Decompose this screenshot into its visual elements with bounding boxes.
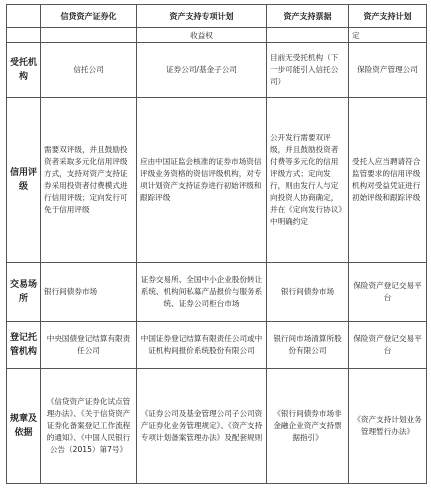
sub-header-col4: 定 [349,28,427,43]
header-credit-securitization: 信贷资产证券化 [41,5,137,28]
table-cell: 需要双评级，并且鼓励投资者采取多元化信用评级方式，支持对资产支持证券采用投资者付费模式进行信用评级；定向发行可免于信用评级 [41,98,137,263]
table-cell: 银行间市场清算所股份有限公司 [267,322,349,369]
table-cell: 银行间债券市场 [267,263,349,322]
table-cell: 中央国债登记结算有限责任公司 [41,322,137,369]
table-row-venue [7,263,427,322]
table-row-regulations [7,369,427,484]
table-cell: 保险资产登记交易平台 [349,322,427,369]
row-label: 登记托管机构 [7,322,41,369]
table-row-rating [7,98,427,263]
table-cell: 保险资产管理公司 [349,43,427,98]
header-asset-backed-notes: 资产支持票据 [267,5,349,28]
table-cell: 证券交易所、全国中小企业股份转让系统、机构间私募产品报价与服务系统、证券公司柜台市场 [137,263,267,322]
header-row [7,5,427,28]
header-corner [7,5,41,28]
sub-header-row [7,28,427,43]
table-cell: 《证券公司及基金管理公司子公司资产证券化业务管理规定》、《资产支持专项计划备案管理办法》及配套规则 [137,369,267,484]
table-cell: 保险资产登记交易平台 [349,263,427,322]
row-label: 信用评级 [7,98,41,263]
sub-header-col2: 收益权 [137,28,267,43]
table-cell: 受托人应当聘请符合监管要求的信用评级机构对受益凭证进行初始评级和跟踪评级 [349,98,427,263]
table-row-trustee [7,43,427,98]
table-cell: 证券公司/基金子公司 [137,43,267,98]
table-cell: 《银行间债券市场非金融企业资产支持票据指引》 [267,369,349,484]
table-cell: 目前无受托机构（下一步可能引入信托公司） [267,43,349,98]
header-special-plan: 资产支持专项计划 [137,5,267,28]
table-cell: 公开发行需要双评级，并且鼓励投资者付费等多元化的信用评级方式；定向发行，则由发行人与定向投资人协商确定，并在《定向发行协议》中明确约定 [267,98,349,263]
table-cell: 银行间债券市场 [41,263,137,322]
table-cell: 中国证券登记结算有限责任公司或中证机构间报价系统股份有限公司 [137,322,267,369]
table-cell: 信托公司 [41,43,137,98]
table-cell: 应由中国证监会核准的证券市场资信评级业务资格的资信评级机构，对专项计划资产支持证券进行初始评级和跟踪评级 [137,98,267,263]
row-label: 交易场所 [7,263,41,322]
table-cell: 《信贷资产证券化试点管理办法》、《关于信贷资产证券化备案登记工作流程的通知》、《中国人民银行公告（2015）第7号》 [41,369,137,484]
row-label: 规章及依据 [7,369,41,484]
row-label: 受托机构 [7,43,41,98]
table-row-custody [7,322,427,369]
header-asset-support-plan: 资产支持计划 [349,5,427,28]
table-cell: 《资产支持计划业务管理暂行办法》 [349,369,427,484]
comparison-table [6,4,427,484]
